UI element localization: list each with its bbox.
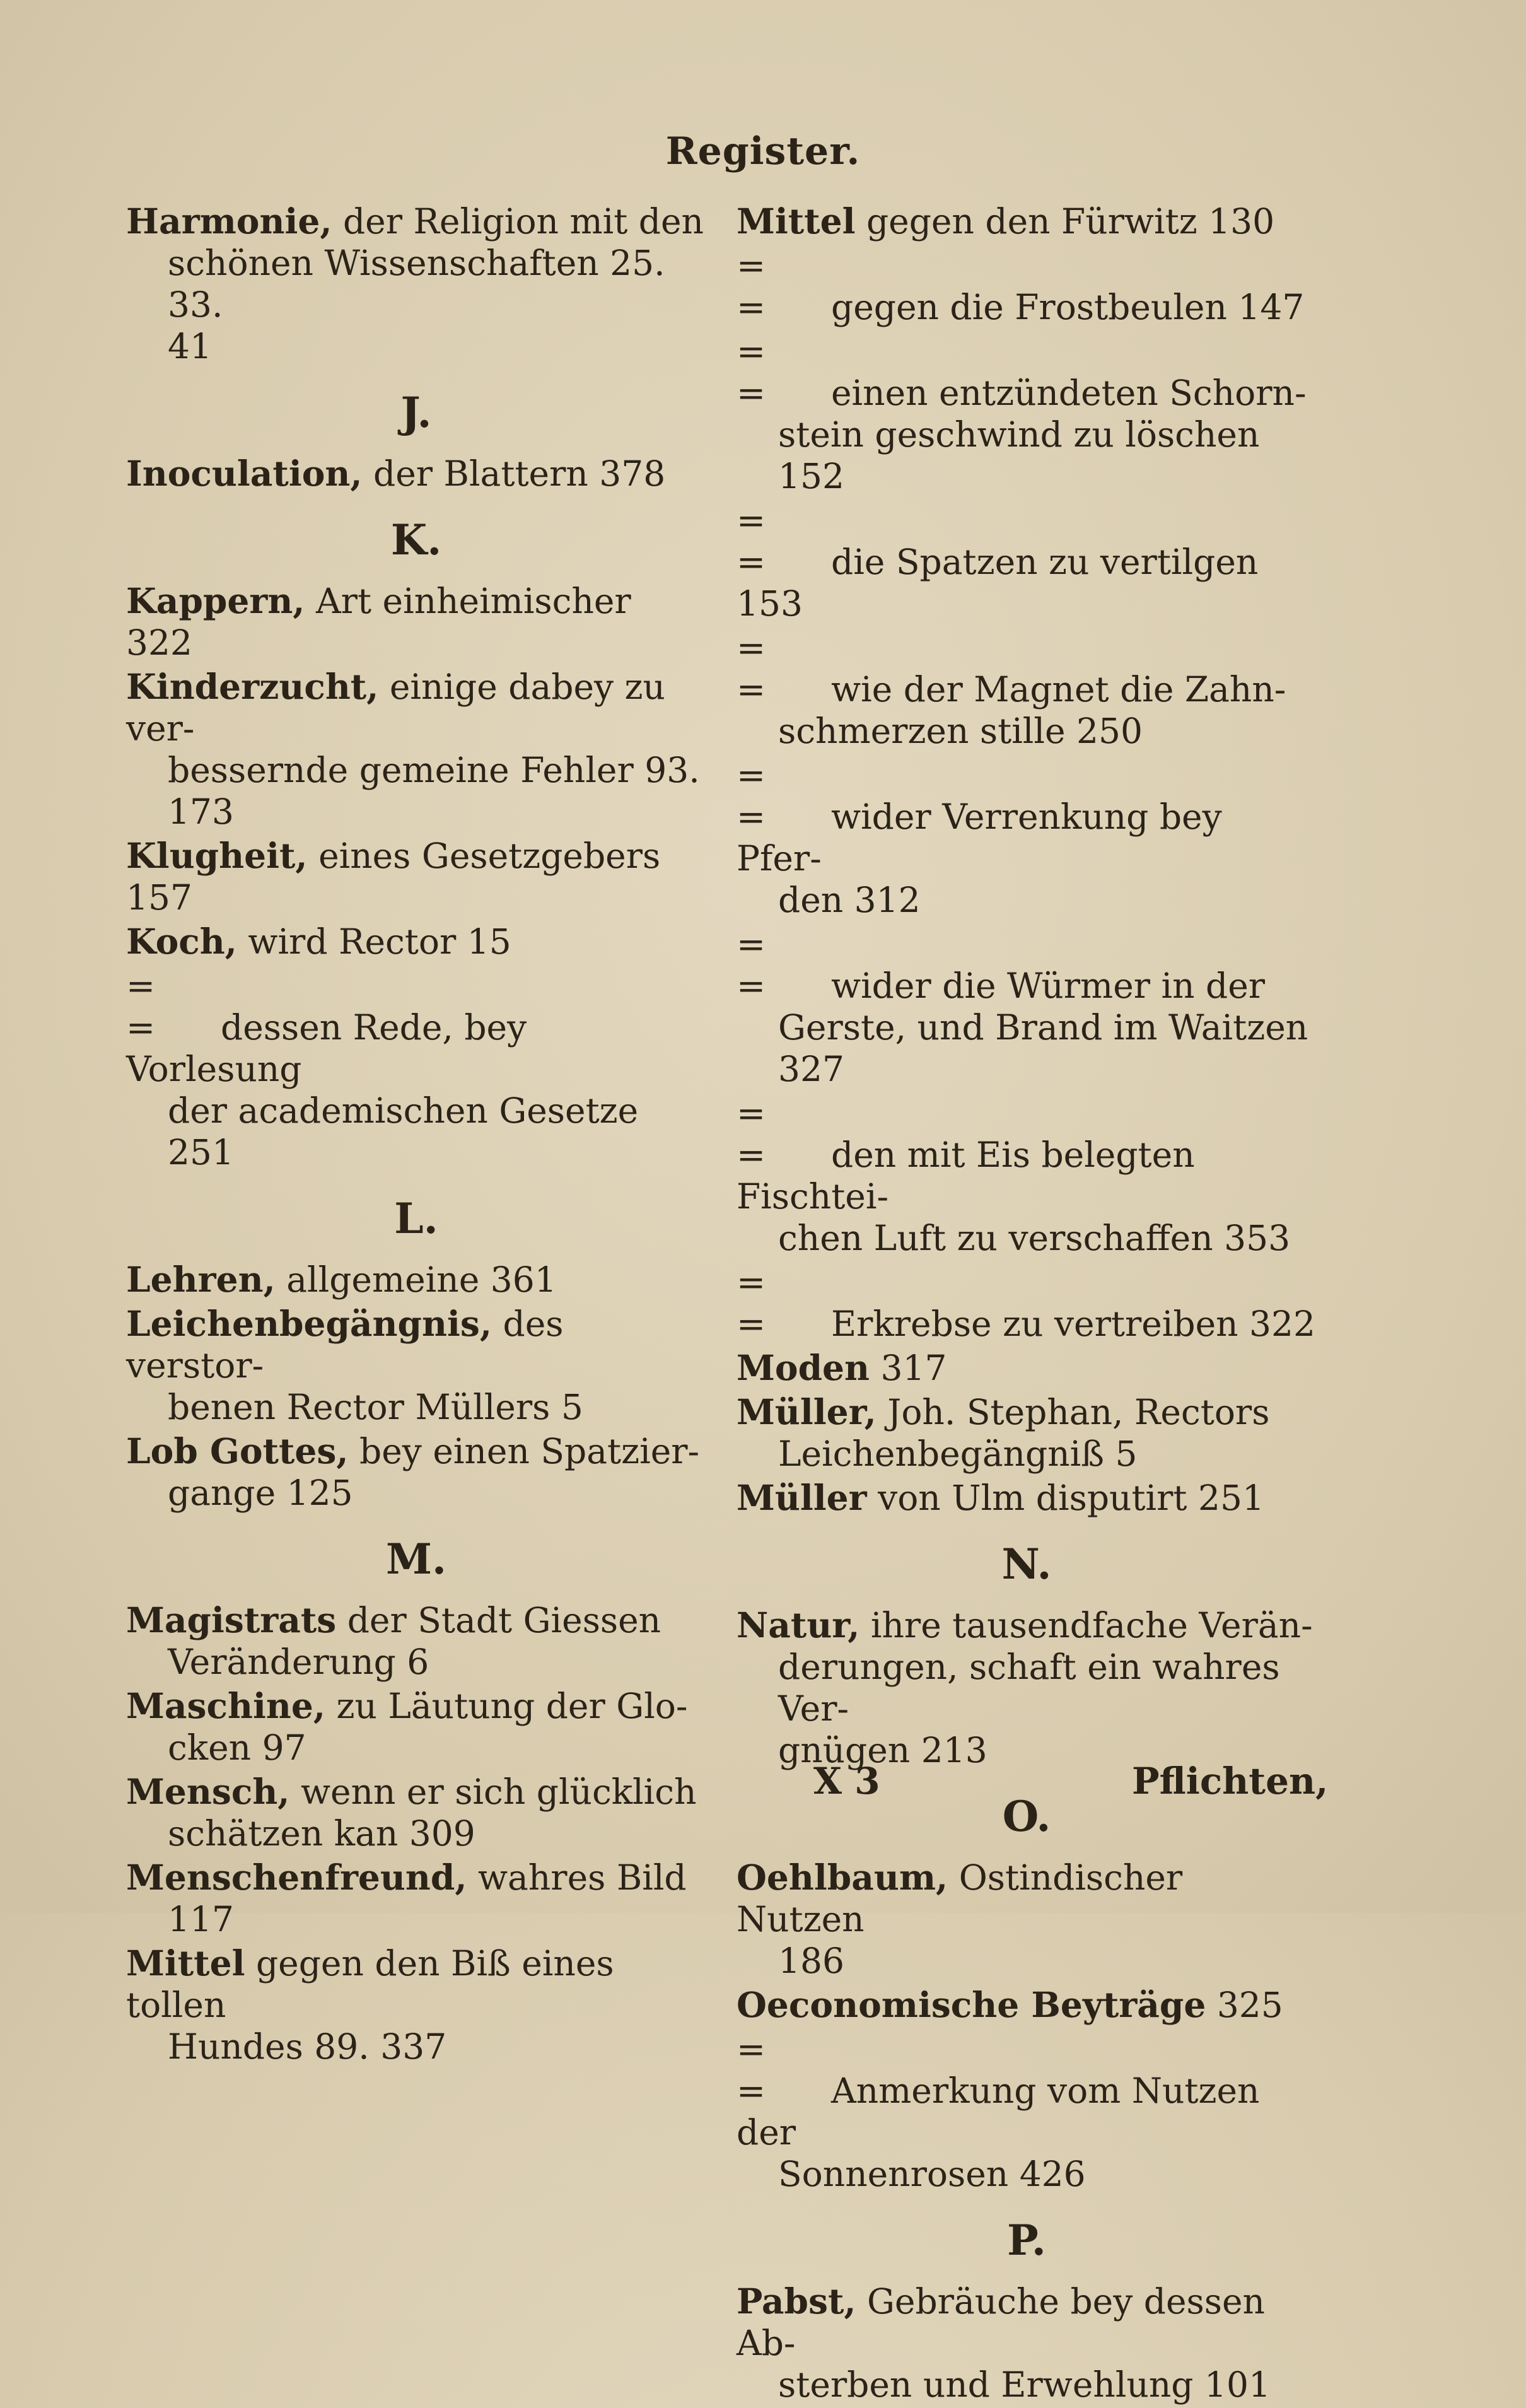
index-entry bbox=[126, 1599, 706, 1683]
entry-text: zu Läutung der Glo- bbox=[336, 1686, 688, 1726]
entry-continuation: 117 bbox=[168, 1899, 234, 1939]
entry-continuation: schätzen kan 309 bbox=[168, 1813, 475, 1854]
entry-text: wie der Magnet die Zahn- bbox=[831, 669, 1286, 710]
ditto-mark: = = bbox=[737, 1262, 788, 1344]
index-entry bbox=[737, 245, 1317, 328]
entry-text: gegen den Fürwitz 130 bbox=[866, 201, 1275, 242]
entry-headword: Lob Gottes, bbox=[126, 1430, 349, 1471]
entry-continuation: Hundes 89. 337 bbox=[168, 2026, 447, 2067]
entry-headword: Klugheit, bbox=[126, 835, 308, 876]
entry-text: der Religion mit den bbox=[342, 201, 704, 242]
entry-continuation: chen Luft zu verschaffen 353 bbox=[778, 1218, 1291, 1258]
entry-continuation: 186 bbox=[778, 1941, 844, 1981]
section-letter-n: N. bbox=[1001, 1540, 1052, 1589]
section-letter-l: L. bbox=[394, 1194, 438, 1243]
section-letter-k: K. bbox=[390, 515, 442, 564]
entry-continuation: der academischen Gesetze 251 bbox=[168, 1090, 639, 1172]
entry-continuation: bessernde gemeine Fehler 93. 173 bbox=[168, 750, 700, 832]
entry-headword: Kinderzucht, bbox=[126, 666, 379, 707]
entry-text: gegen den Biß eines tollen bbox=[126, 1943, 614, 2025]
entry-continuation: Veränderung 6 bbox=[168, 1642, 429, 1682]
entry-text: wider die Würmer in der bbox=[831, 966, 1266, 1006]
entry-text: Ostindischer Nutzen bbox=[737, 1857, 1183, 1939]
index-entry bbox=[126, 1259, 706, 1300]
entry-continuation: cken 97 bbox=[168, 1727, 306, 1768]
index-column-right bbox=[737, 201, 1317, 2408]
entry-text: 317 bbox=[880, 1348, 947, 1388]
entry-text: Gebräuche bey dessen Ab- bbox=[737, 2281, 1265, 2363]
index-entry bbox=[126, 1430, 706, 1514]
section-letter-j: J. bbox=[400, 388, 432, 437]
index-entry bbox=[737, 330, 1317, 497]
ditto-mark: = = bbox=[737, 628, 788, 710]
ditto-mark: = = bbox=[737, 500, 788, 582]
entry-headword: Oehlbaum, bbox=[737, 1857, 948, 1898]
ditto-mark: = = bbox=[737, 2029, 788, 2111]
entry-text: der Blattern 378 bbox=[373, 453, 666, 494]
running-head: Register. bbox=[665, 129, 861, 173]
entry-text: wird Rector 15 bbox=[248, 921, 511, 962]
index-entry bbox=[126, 1303, 706, 1428]
entry-text: 325 bbox=[1216, 1985, 1283, 2025]
index-entry bbox=[737, 1347, 1317, 1389]
index-entry bbox=[126, 666, 706, 833]
index-entry bbox=[737, 627, 1317, 752]
index-entry bbox=[126, 835, 706, 918]
index-entry bbox=[126, 1857, 706, 1940]
entry-text: von Ulm disputirt 251 bbox=[878, 1478, 1264, 1518]
entry-continuation: derungen, schaft ein wahres Ver- bbox=[778, 1647, 1280, 1729]
index-entry bbox=[126, 201, 706, 367]
ditto-mark: = = bbox=[737, 245, 788, 327]
entry-continuation: schönen Wissenschaften 25. 33. bbox=[168, 243, 665, 325]
index-entry bbox=[126, 1943, 706, 2067]
entry-text: Erkrebse zu vertreiben 322 bbox=[831, 1304, 1316, 1344]
entry-headword: Harmonie, bbox=[126, 201, 332, 242]
entry-continuation: sterben und Erwehlung 101 bbox=[778, 2364, 1271, 2405]
entry-continuation: 327 bbox=[778, 1049, 844, 1089]
index-column-left bbox=[126, 201, 706, 2070]
index-entry bbox=[737, 201, 1317, 242]
entry-text: den mit Eis belegten Fischtei- bbox=[737, 1135, 1195, 1217]
entry-text: wider Verrenkung bey Pfer- bbox=[737, 797, 1222, 879]
entry-text: einige dabey zu ver- bbox=[126, 667, 665, 749]
entry-text: ihre tausendfache Verän- bbox=[870, 1605, 1313, 1645]
entry-headword: Inoculation, bbox=[126, 453, 363, 494]
index-entry bbox=[126, 1771, 706, 1854]
index-entry bbox=[737, 1984, 1317, 2026]
index-entry bbox=[737, 2281, 1317, 2405]
index-entry bbox=[737, 1857, 1317, 1982]
entry-headword: Leichenbegängnis, bbox=[126, 1303, 492, 1344]
entry-headword: Moden bbox=[737, 1347, 870, 1388]
index-entry bbox=[737, 1477, 1317, 1519]
entry-continuation: 41 bbox=[168, 326, 212, 366]
index-entry bbox=[737, 923, 1317, 1090]
entry-text: einen entzündeten Schorn- bbox=[831, 373, 1307, 413]
entry-text: der Stadt Giessen bbox=[347, 1600, 661, 1640]
entry-text: Joh. Stephan, Rectors bbox=[887, 1392, 1270, 1432]
entry-headword: Menschenfreund, bbox=[126, 1857, 467, 1898]
entry-headword: Mittel bbox=[737, 201, 856, 242]
index-entry bbox=[737, 1261, 1317, 1345]
entry-continuation: Leichenbegängniß 5 bbox=[778, 1434, 1138, 1474]
index-entry bbox=[737, 754, 1317, 921]
entry-headword: Kappern, bbox=[126, 580, 305, 621]
index-entry bbox=[737, 1391, 1317, 1475]
entry-text: Anmerkung vom Nutzen der bbox=[737, 2071, 1260, 2153]
entry-headword: Pabst, bbox=[737, 2281, 856, 2322]
index-entry bbox=[126, 580, 706, 663]
entry-text: die Spatzen zu vertilgen 153 bbox=[737, 542, 1259, 624]
entry-text: gegen die Frostbeulen 147 bbox=[831, 287, 1305, 327]
index-entry bbox=[737, 1092, 1317, 1259]
entry-headword: Natur, bbox=[737, 1604, 860, 1645]
entry-continuation: benen Rector Müllers 5 bbox=[168, 1387, 583, 1427]
index-entry bbox=[126, 921, 706, 962]
index-entry bbox=[737, 2028, 1317, 2195]
entry-continuation: Gerste, und Brand im Waitzen bbox=[778, 1007, 1308, 1048]
index-entry bbox=[126, 1685, 706, 1768]
entry-headword: Müller, bbox=[737, 1391, 877, 1432]
section-letter-p: P. bbox=[1007, 2216, 1046, 2265]
entry-headword: Mensch, bbox=[126, 1771, 290, 1812]
index-entry bbox=[737, 500, 1317, 624]
entry-text: wenn er sich glücklich bbox=[300, 1772, 697, 1812]
catchword: Pflichten, bbox=[1132, 1760, 1329, 1803]
entry-text: des verstor- bbox=[126, 1304, 564, 1386]
entry-headword: Müller bbox=[737, 1477, 867, 1518]
entry-continuation: stein geschwind zu löschen 152 bbox=[778, 414, 1260, 496]
entry-text: eines Gesetzgebers 157 bbox=[126, 836, 661, 918]
entry-headword: Koch, bbox=[126, 921, 237, 962]
index-entry bbox=[126, 453, 706, 494]
index-entry bbox=[737, 1604, 1317, 1771]
entry-continuation: gnügen 213 bbox=[778, 1730, 987, 1770]
signature-mark: X 3 bbox=[813, 1760, 880, 1803]
entry-headword: Lehren, bbox=[126, 1259, 276, 1300]
entry-continuation: den 312 bbox=[778, 880, 921, 920]
ditto-mark: = = bbox=[737, 1093, 788, 1175]
ditto-mark: = = bbox=[737, 331, 788, 413]
entry-text: bey einen Spatzier- bbox=[359, 1431, 700, 1471]
entry-text: Art einheimischer 322 bbox=[126, 581, 631, 663]
section-letter-m: M. bbox=[385, 1534, 447, 1584]
ditto-mark: = = bbox=[737, 755, 788, 837]
entry-headword: Mittel bbox=[126, 1943, 245, 1984]
entry-text: wahres Bild bbox=[477, 1857, 687, 1898]
ditto-mark: = = bbox=[737, 924, 788, 1006]
entry-text: allgemeine 361 bbox=[286, 1260, 557, 1300]
entry-continuation: Sonnenrosen 426 bbox=[778, 2154, 1086, 2194]
index-entry bbox=[126, 965, 706, 1173]
section-letter-o: O. bbox=[1002, 1792, 1051, 1841]
entry-continuation: gange 125 bbox=[168, 1473, 353, 1513]
entry-headword: Maschine, bbox=[126, 1685, 325, 1726]
entry-text: dessen Rede, bey Vorlesung bbox=[126, 1007, 527, 1089]
ditto-mark: = = bbox=[126, 966, 177, 1048]
entry-continuation: schmerzen stille 250 bbox=[778, 711, 1143, 751]
entry-headword: Magistrats bbox=[126, 1599, 337, 1640]
entry-headword: Oeconomische Beyträge bbox=[737, 1984, 1206, 2025]
